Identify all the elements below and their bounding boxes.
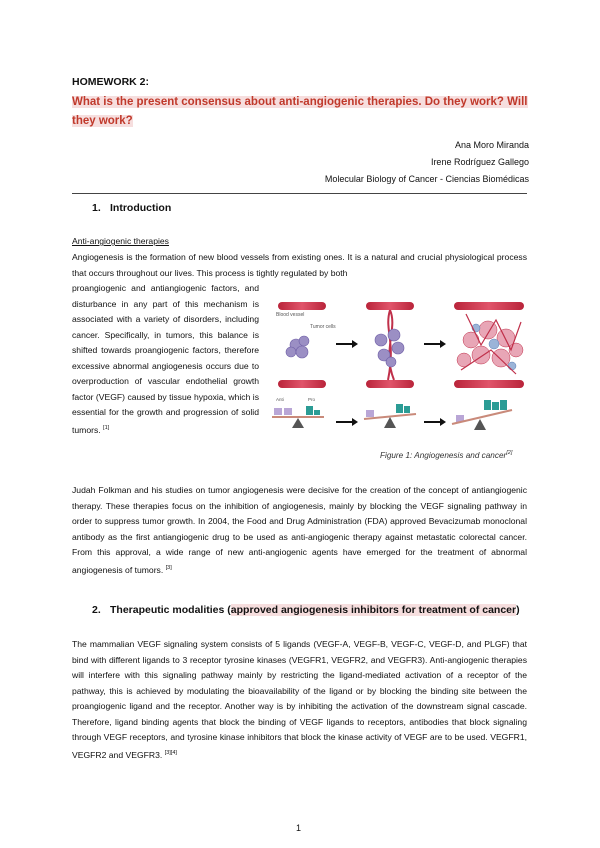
page-number: 1 — [296, 823, 302, 833]
section-1-heading — [92, 202, 171, 214]
section-1-number: 1. — [92, 202, 101, 214]
section-1-title: Introduction — [110, 202, 172, 214]
author-1: Ana Moro Miranda — [454, 140, 529, 150]
figure-caption — [380, 450, 512, 460]
affiliation: Molecular Biology of Cancer - Ciencias Biomédicas — [324, 174, 529, 184]
figure-caption-text: Figure 1: Angiogenesis and cancer — [380, 451, 507, 460]
ref-3: [3] — [165, 564, 172, 571]
question-line-2: they work? — [72, 115, 133, 127]
figure-caption-ref: [2] — [506, 450, 513, 456]
header-divider — [72, 193, 527, 194]
ref-3-4: [3][4] — [164, 749, 177, 756]
question-line-1: What is the present consensus about anti-angiogenic therapies. Do they work? Will — [72, 96, 528, 108]
arrow-2-head-icon — [440, 340, 446, 348]
label-anti-1: Anti — [276, 397, 284, 402]
intro-paragraph-1: Angiogenesis is the formation of new blood vessels from existing ones. It is a natural and crucial physiological process that occurs throughout our lives. This process is tightly regulated by both — [72, 252, 527, 278]
balance-row — [272, 397, 512, 430]
section-2-paragraph — [72, 637, 527, 763]
section-2-heading — [92, 604, 520, 616]
section-2-title-highlight: approved angiogenesis inhibitors for treatment of cancer — [230, 604, 517, 616]
intro-paragraph-2-text: Judah Folkman and his studies on tumor angiogenesis were decisive for the creation of the concept of antiangiogenic therapy. These therapies focus on the inhibition of angiogenesis, mainly by blocking the VEGF signaling pathway in order to suppress tumor growth. In 2004, the Food and Drug Administration (FDA) approved Bevacizumab monoclonal antibody as the first antiangiogenic drug to be used as anti-angiogenic therapy against metastatic colorectal cancer. From this approval, a wide range of new anti-angiogenic agents have emerged for the treatment of abnormal angiogenesis of tumors. — [72, 485, 527, 575]
homework-label: HOMEWORK 2: — [72, 76, 149, 88]
author-2: Irene Rodríguez Gallego — [430, 157, 529, 167]
question-title — [72, 93, 528, 131]
section-2-title-plain: Therapeutic modalities ( — [110, 604, 231, 616]
figure-panel-3 — [454, 302, 524, 388]
label-blood-vessel: Blood vessel — [276, 312, 305, 318]
section-2-number: 2. — [92, 604, 101, 616]
subheading-anti-angiogenic: Anti-angiogenic therapies — [72, 236, 169, 246]
section-2-paragraph-text: The mammalian VEGF signaling system consists of 5 ligands (VEGF-A, VEGF-B, VEGF-C, VEGF-D, and PLGF) that bind with different ligands to 3 receptor tyrosine kinases (VEGFR1, VEGFR2, and VEGFR3). Anti-angiogenic therapies will interfere with this signaling pathway mainly by restricting the ligand-mediated activation of a receptor of the pathway, this is achieved by modulating the bioavailability of the ligand or by blocking the binding site between the proangiogenic ligand and the receptor. Another way is by inhibiting the activation of the downstream signal cascade. Therefore, ligand binding agents that block the binding of VEGF ligands to receptors, antibodies that block signaling through VEGF receptors, and tyrosine kinase inhibitors that block the kinase activity of VEGF are to be used. VEGFR1, VEGFR2 and VEGFR3. — [72, 639, 527, 760]
author-block — [325, 137, 529, 188]
figure-panel-2 — [366, 302, 414, 388]
label-pro-1: Pro — [308, 397, 316, 402]
arrow-1-head-icon — [352, 340, 358, 348]
label-tumor-cells: Tumor cells — [310, 324, 336, 330]
intro-paragraph-1-wrapped — [72, 281, 259, 438]
angiogenesis-figure — [266, 300, 531, 450]
section-2-title-end: ) — [516, 604, 520, 616]
ref-1: [1] — [103, 424, 110, 431]
figure-panel-1 — [276, 302, 336, 388]
intro-paragraph-2 — [72, 483, 527, 578]
intro-paragraph-1-left-text: proangiogenic and antiangiogenic factors, and disturbance in any part of this mechanism is associated with a variety of disorders, including cancer. Specifically, in tumors, this balance is shifted towards proangiogenic factors, therefore excessive abnormal angiogenesis occurs due to overproduction of vascular endothelial growth factor (VEGF) caused by tissue hypoxia, which is essential for the growth and progression of solid tumors. — [72, 283, 259, 435]
